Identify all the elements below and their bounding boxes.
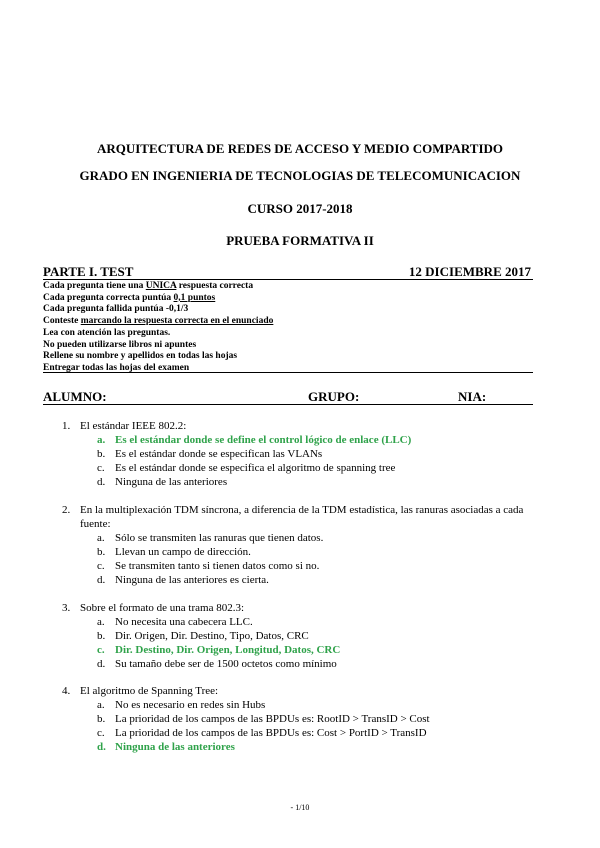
option: d. Ninguna de las anteriores xyxy=(97,476,228,488)
instructions-block xyxy=(43,281,533,375)
divider-bottom xyxy=(43,372,533,373)
instruction-6: No pueden utilizarse libros ni apuntes xyxy=(43,339,197,350)
question-4: 4. El algoritmo de Spanning Tree: a. No es necesario en redes sin Hubs b. La prioridad de los campos de las BPDUs es: RootID > TransID > Cost c. La prioridad de los campos de las BPDUs es: Cost > PortID > TransID d. Ninguna de las anteriores xyxy=(62,684,547,754)
instruction-8: Entregar todas las hojas del examen xyxy=(43,362,190,373)
academic-year: CURSO 2017-2018 xyxy=(247,201,353,216)
instruction-1: Cada pregunta tiene una UNICA respuesta correcta xyxy=(43,281,254,291)
question-stem: El estándar IEEE 802.2: xyxy=(80,420,187,432)
option: c. La prioridad de los campos de las BPDUs es: Cost > PortID > TransID xyxy=(97,727,427,739)
question-2: 2. En la multiplexación TDM síncrona, a diferencia de la TDM estadística, las ranuras asociadas a cada fuente: a. Sólo se transmiten las ranuras que tienen datos. b. Llevan un campo de dirección. c. Se transmiten tanto si tienen datos como si no. d. Ninguna de las anteriores es cierta. xyxy=(62,503,547,587)
question-stem: El algoritmo de Spanning Tree: xyxy=(80,685,219,697)
page-number: - 1/10 xyxy=(290,803,310,812)
option: a. No necesita una cabecera LLC. xyxy=(97,616,253,628)
option: b. Dir. Origen, Dir. Destino, Tipo, Datos, CRC xyxy=(97,630,309,642)
question-stem: Sobre el formato de una trama 802.3: xyxy=(80,602,245,614)
option: b. La prioridad de los campos de las BPDUs es: RootID > TransID > Cost xyxy=(97,713,430,725)
option: b. Llevan un campo de dirección. xyxy=(97,546,251,558)
divider-student xyxy=(43,404,533,405)
degree-title: GRADO EN INGENIERIA DE TECNOLOGIAS DE TELECOMUNICACION xyxy=(79,168,521,183)
option: b. Es el estándar donde se especifican las VLANs xyxy=(97,448,323,460)
divider-top xyxy=(43,279,533,280)
option: a. Sólo se transmiten las ranuras que tienen datos. xyxy=(97,532,324,544)
alumno-label: ALUMNO: xyxy=(43,389,107,404)
course-title: ARQUITECTURA DE REDES DE ACCESO Y MEDIO COMPARTIDO xyxy=(96,141,504,156)
option: c. Se transmiten tanto si tienen datos como si no. xyxy=(97,560,320,572)
option-correct: a. Es el estándar donde se define el control lógico de enlace (LLC) xyxy=(97,434,412,446)
instruction-7: Rellene su nombre y apellidos en todas las hojas xyxy=(43,351,238,362)
option-correct: d. Ninguna de las anteriores xyxy=(97,741,235,753)
grupo-label: GRUPO: xyxy=(308,389,360,404)
option: a. No es necesario en redes sin Hubs xyxy=(97,699,266,711)
instruction-4: Conteste marcando la respuesta correcta en el enunciado xyxy=(43,316,274,327)
option: c. Es el estándar donde se especifica el algoritmo de spanning tree xyxy=(97,462,396,474)
question-3: 3. Sobre el formato de una trama 802.3: a. No necesita una cabecera LLC. b. Dir. Origen, Dir. Destino, Tipo, Datos, CRC c. Dir. Destino, Dir. Origen, Longitud, Datos, CRC d. Su tamaño debe ser de 1500 octetos como mínimo xyxy=(62,601,547,671)
question-stem: En la multiplexación TDM síncrona, a diferencia de la TDM estadística, las ranuras asociadas a cada fuente: xyxy=(80,504,524,530)
question-1: 1. El estándar IEEE 802.2: a. Es el estándar donde se define el control lógico de enlace (LLC) b. Es el estándar donde se especifican las VLANs c. Es el estándar donde se especifica el algoritmo de spanning tree d. Ninguna de las anteriores xyxy=(62,419,547,489)
instruction-3: Cada pregunta fallida puntúa -0,1/3 xyxy=(43,304,189,315)
option-correct: c. Dir. Destino, Dir. Origen, Longitud, Datos, CRC xyxy=(97,644,341,656)
option: d. Ninguna de las anteriores es cierta. xyxy=(97,574,269,586)
instruction-2: Cada pregunta correcta puntúa 0,1 puntos xyxy=(43,292,216,303)
exam-title: PRUEBA FORMATIVA II xyxy=(226,233,374,248)
instruction-5: Lea con atención las preguntas. xyxy=(43,327,171,338)
option: d. Su tamaño debe ser de 1500 octetos como mínimo xyxy=(97,658,337,670)
exam-date: 12 DICIEMBRE 2017 xyxy=(408,264,531,279)
nia-label: NIA: xyxy=(458,389,487,404)
parte-label: PARTE I. TEST xyxy=(43,264,134,279)
